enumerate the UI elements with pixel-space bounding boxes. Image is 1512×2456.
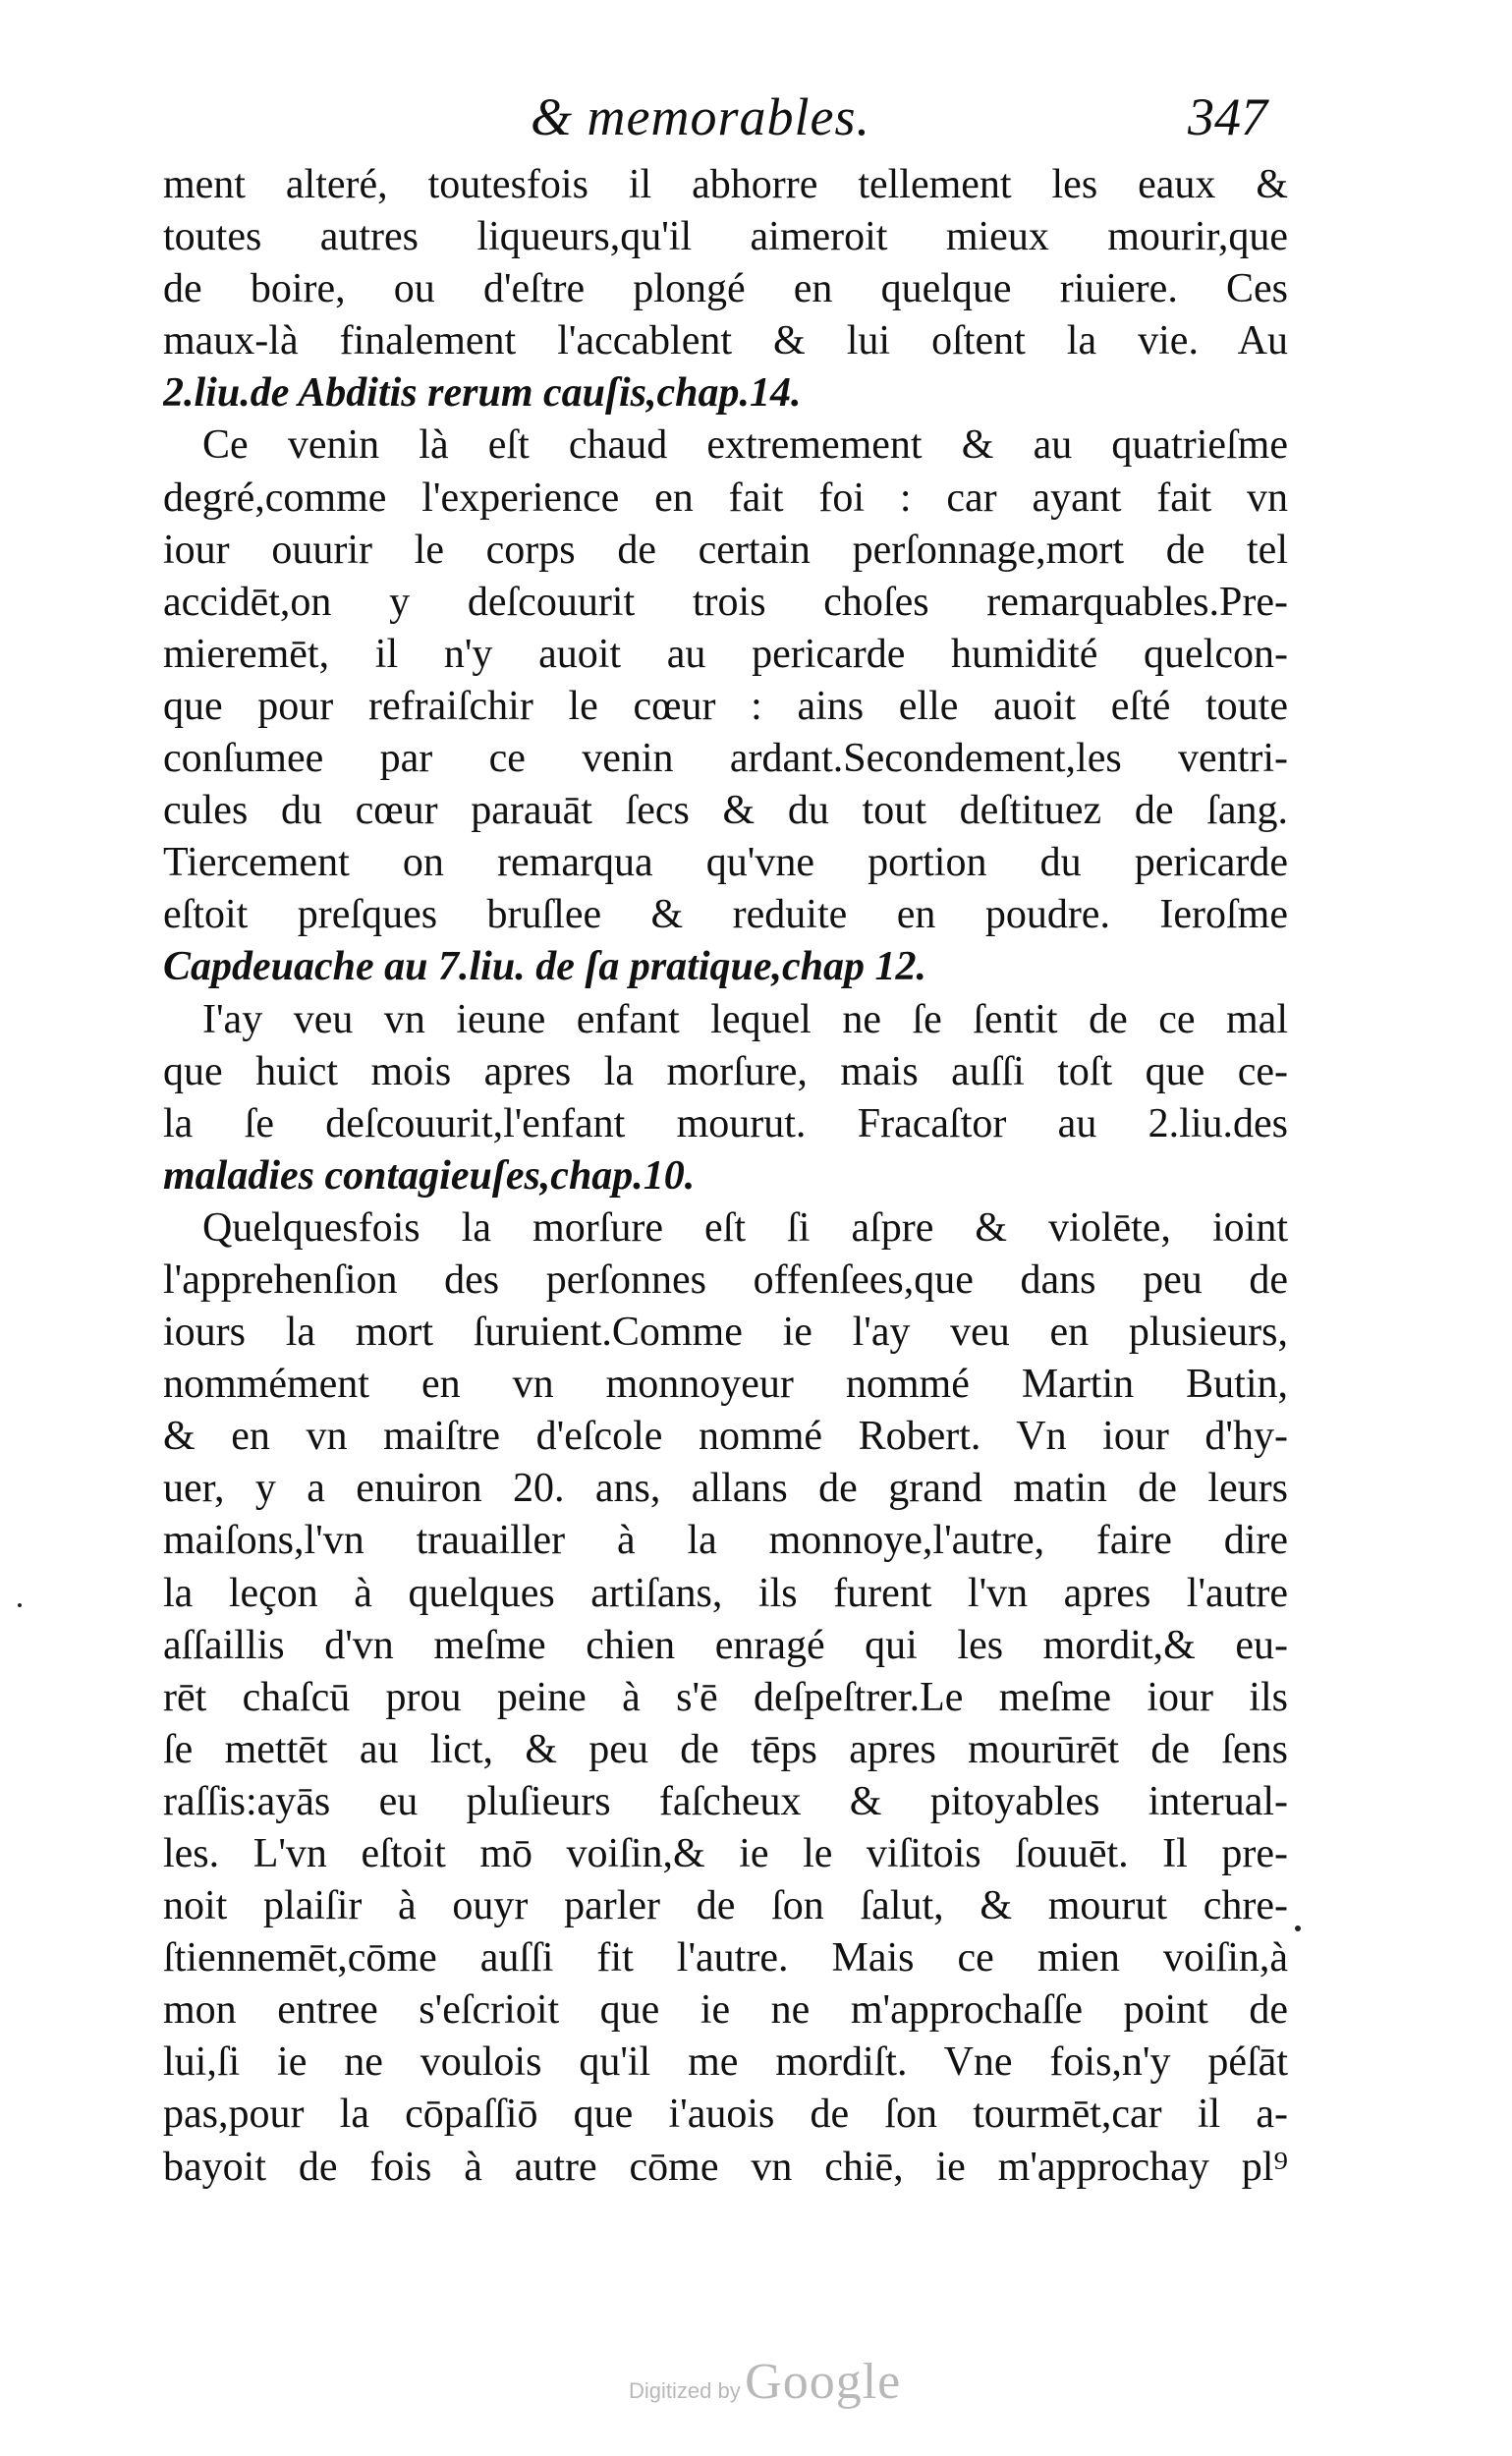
text-line: degré,comme l'experience en fait foi : car ayant fait vn — [163, 474, 1288, 521]
text-line: accidēt,on y deſcouurit trois choſes remarquables.Pre- — [163, 579, 1288, 625]
text-line: maux-là finalement l'accablent & lui oſtent la vie. Au — [163, 318, 1288, 364]
text-line: aſſaillis d'vn meſme chien enragé qui les mordit,& eu- — [163, 1622, 1288, 1668]
citation-line: Capdeuache au 7.liu. de ſa pratique,chap 12. — [163, 944, 927, 990]
digitized-stamp — [629, 2353, 924, 2412]
text-line: mieremēt, il n'y auoit au pericarde humidité quelcon- — [163, 631, 1288, 677]
text-line: raſſis:ayās eu pluſieurs faſcheux & pitoyables interual- — [163, 1778, 1288, 1824]
text-line: ment alteré, toutesfois il abhorre tellement les eaux & — [163, 162, 1288, 207]
page-number: 347 — [1188, 87, 1267, 146]
ink-speck — [1295, 1926, 1301, 1931]
text-line: que pour refraiſchir le cœur : ains elle auoit eſté toute — [163, 683, 1288, 729]
ink-speck — [18, 1603, 22, 1607]
text-line: la leçon à quelques artiſans, ils furent l'vn apres l'autre — [163, 1570, 1288, 1616]
body-text — [163, 159, 1288, 2194]
text-line: eſtoit preſques bruſlee & reduite en poudre. Ieroſme — [163, 892, 1288, 938]
text-line: de boire, ou d'eſtre plongé en quelque riuiere. Ces — [163, 266, 1288, 312]
text-line: les. L'vn eſtoit mō voiſin,& ie le viſitois ſouuēt. Il pre- — [163, 1831, 1288, 1876]
citation-line: maladies contagieuſes,chap.10. — [163, 1152, 696, 1199]
text-line: que huict mois apres la morſure, mais auſſi toſt que ce- — [163, 1048, 1288, 1094]
text-line: uer, y a enuiron 20. ans, allans de grand matin de leurs — [163, 1466, 1288, 1512]
running-head — [157, 86, 1287, 155]
text-line: Quelquesfois la morſure eſt ſi aſpre & violēte, ioint — [202, 1204, 1288, 1251]
text-line: l'apprehenſion des perſonnes offenſees,que dans peu de — [163, 1256, 1288, 1303]
running-title: & memorables. — [531, 87, 870, 146]
text-line: rēt chaſcū prou peine à s'ē deſpeſtrer.Le meſme iour ils — [163, 1674, 1288, 1720]
text-line: conſumee par ce venin ardant.Secondement,les ventri- — [163, 736, 1288, 782]
text-line: la ſe deſcouurit,l'enfant mourut. Fracaſtor au 2.liu.des — [163, 1100, 1288, 1146]
text-line: ſe mettēt au lict, & peu de tēps apres mourūrēt de ſens — [163, 1726, 1288, 1772]
text-line: ſtiennemēt,cōme auſſi fit l'autre. Mais ce mien voiſin,à — [163, 1935, 1288, 1982]
text-line: iour ouurir le corps de certain perſonnage,mort de tel — [163, 527, 1288, 573]
text-line: lui,ſi ie ne voulois qu'il me mordiſt. Vne fois,n'y péſāt — [163, 2039, 1288, 2086]
text-line: bayoit de fois à autre cōme vn chiē, ie m'approchay pl⁹ — [163, 2144, 1288, 2190]
text-line: Tiercement on remarqua qu'vne portion du pericarde — [163, 840, 1288, 886]
text-line: maiſons,l'vn trauailler à la monnoye,l'autre, faire dire — [163, 1518, 1288, 1564]
stamp-prefix: Digitized by — [629, 2378, 741, 2403]
text-line: nommément en vn monnoyeur nommé Martin Butin, — [163, 1362, 1288, 1408]
text-line: I'ay veu vn ieune enfant lequel ne ſe ſentit de ce mal — [202, 996, 1288, 1042]
google-logo: Google — [745, 2354, 902, 2410]
text-line: pas,pour la cōpaſſiō que i'auois de ſon tourmēt,car il a- — [163, 2092, 1288, 2138]
text-line: toutes autres liqueurs,qu'il aimeroit mieux mourir,que — [163, 214, 1288, 260]
text-line: & en vn maiſtre d'eſcole nommé Robert. Vn iour d'hy- — [163, 1414, 1288, 1460]
text-line: Ce venin là eſt chaud extremement & au quatrieſme — [202, 422, 1288, 469]
text-line: noit plaiſir à ouyr parler de ſon ſalut, & mourut chre- — [163, 1883, 1288, 1929]
text-line: cules du cœur parauāt ſecs & du tout deſtituez de ſang. — [163, 788, 1288, 834]
text-line: mon entree s'eſcrioit que ie ne m'approchaſſe point de — [163, 1987, 1288, 2034]
citation-line: 2.liu.de Abditis rerum cauſis,chap.14. — [163, 370, 802, 417]
text-line: iours la mort ſuruient.Comme ie l'ay veu en plusieurs, — [163, 1310, 1288, 1356]
